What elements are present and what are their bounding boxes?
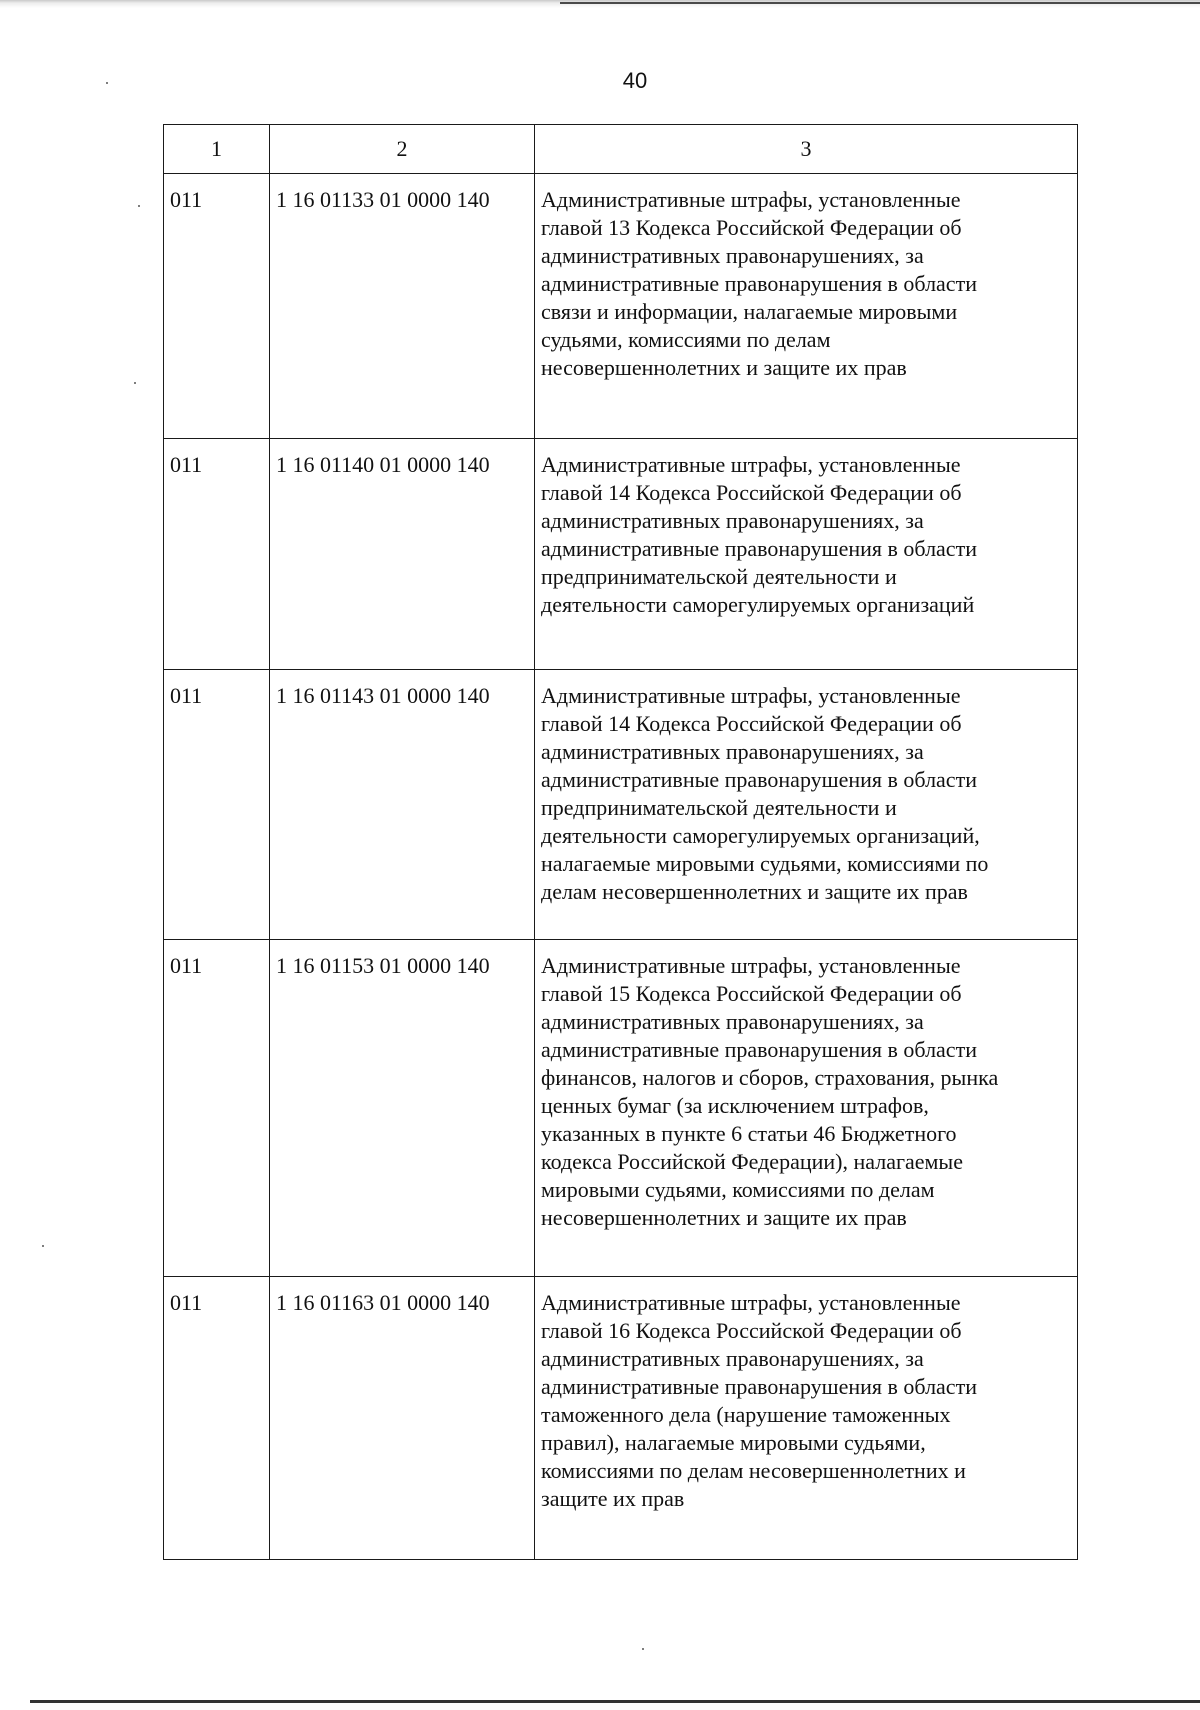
admin-code-cell: 011 [164, 1277, 270, 1560]
scan-speck [134, 382, 136, 384]
page-number: 40 [622, 68, 648, 93]
admin-code-cell: 011 [164, 940, 270, 1277]
header-col-1: 1 [164, 125, 270, 174]
kbk-code-cell: 1 16 01143 01 0000 140 [270, 670, 535, 940]
header-col-3: 3 [535, 125, 1078, 174]
description-cell: Административные штрафы, установленные главой 14 Кодекса Российской Федерации об административных правонарушениях, за административные правонарушения в области предпринимательской деятельности и деятельности саморегулируемых организаций, налагаемые мировыми судьями, комиссиями по делам несовершеннолетних и защите их прав [535, 670, 1078, 940]
description-cell: Административные штрафы, установленные главой 14 Кодекса Российской Федерации об административных правонарушениях, за административные правонарушения в области предпринимательской деятельности и деятельности саморегулируемых организаций [535, 439, 1078, 670]
description-cell: Административные штрафы, установленные главой 13 Кодекса Российской Федерации об административных правонарушениях, за административные правонарушения в области связи и информации, налагаемые мировыми судьями, комиссиями по делам несовершеннолетних и защите их прав [535, 174, 1078, 439]
scan-speck [138, 205, 140, 207]
table-row [164, 1277, 1078, 1560]
kbk-code-cell: 1 16 01140 01 0000 140 [270, 439, 535, 670]
table-row [164, 670, 1078, 940]
admin-code-cell: 011 [164, 439, 270, 670]
kbk-code-cell: 1 16 01133 01 0000 140 [270, 174, 535, 439]
table-row [164, 174, 1078, 439]
table-header-row [164, 125, 1078, 174]
description-cell: Административные штрафы, установленные главой 16 Кодекса Российской Федерации об административных правонарушениях, за административные правонарушения в области таможенного дела (нарушение таможенных правил), налагаемые мировыми судьями, комиссиями по делам несовершеннолетних и защите их прав [535, 1277, 1078, 1560]
description-cell: Административные штрафы, установленные главой 15 Кодекса Российской Федерации об административных правонарушениях, за административные правонарушения в области финансов, налогов и сборов, страхования, рынка ценных бумаг (за исключением штрафов, указанных в пункте 6 статьи 46 Бюджетного кодекса Российской Федерации), налагаемые мировыми судьями, комиссиями по делам несовершеннолетних и защите их прав [535, 940, 1078, 1277]
table-row [164, 439, 1078, 670]
kbk-code-cell: 1 16 01153 01 0000 140 [270, 940, 535, 1277]
header-col-2: 2 [270, 125, 535, 174]
scan-line-top [560, 2, 1200, 4]
scan-line-bottom [30, 1700, 1200, 1703]
scan-speck [42, 1245, 44, 1247]
scan-speck [642, 1648, 644, 1650]
kbk-code-cell: 1 16 01163 01 0000 140 [270, 1277, 535, 1560]
admin-code-cell: 011 [164, 174, 270, 439]
admin-code-cell: 011 [164, 670, 270, 940]
budget-codes-table [163, 124, 1078, 1560]
table-row [164, 940, 1078, 1277]
